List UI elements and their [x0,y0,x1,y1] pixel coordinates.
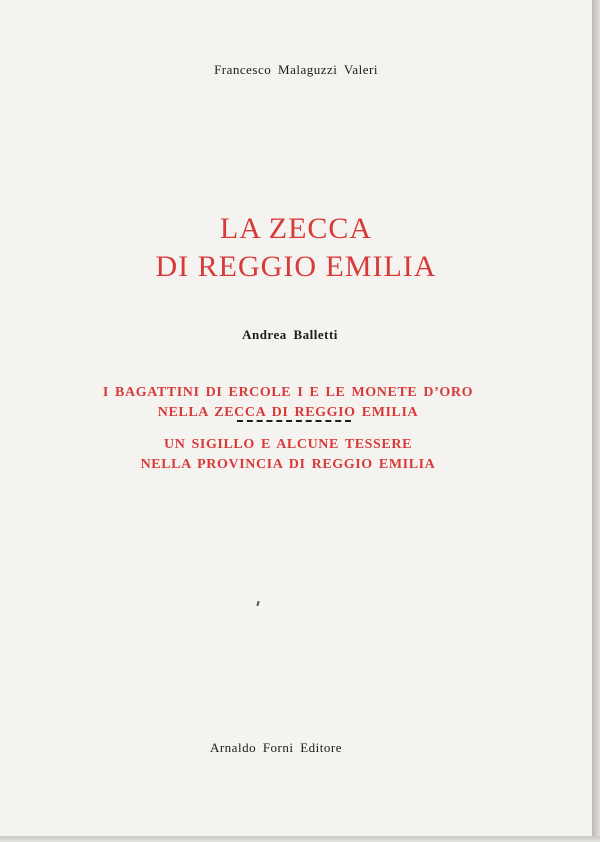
top-author: Francesco Malaguzzi Valeri [214,62,378,77]
spacer [0,425,576,435]
works-list [0,383,576,475]
publisher: Arnaldo Forni Editore [209,740,343,755]
title-line-1: LA ZECCA [219,212,373,245]
work-1-line-1: I BAGATTINI DI ERCOLE I E LE MONETE D’ORO [102,385,474,400]
work-2-line-1: UN SIGILLO E ALCUNE TESSERE [163,437,413,452]
dashed-divider [237,420,351,422]
page-edge-bottom [0,836,600,842]
work-1 [0,383,576,423]
book-title [0,210,592,286]
work-2-line-2: NELLA PROVINCIA DI REGGIO EMILIA [140,457,436,472]
title-line-2: DI REGGIO EMILIA [155,250,437,283]
work-2 [0,435,576,475]
page-edge-right [592,0,600,842]
paper-speck [256,601,259,606]
second-author: Andrea Balletti [242,327,338,342]
work-1-line-2: NELLA ZECCA DI REGGIO EMILIA [157,405,419,420]
